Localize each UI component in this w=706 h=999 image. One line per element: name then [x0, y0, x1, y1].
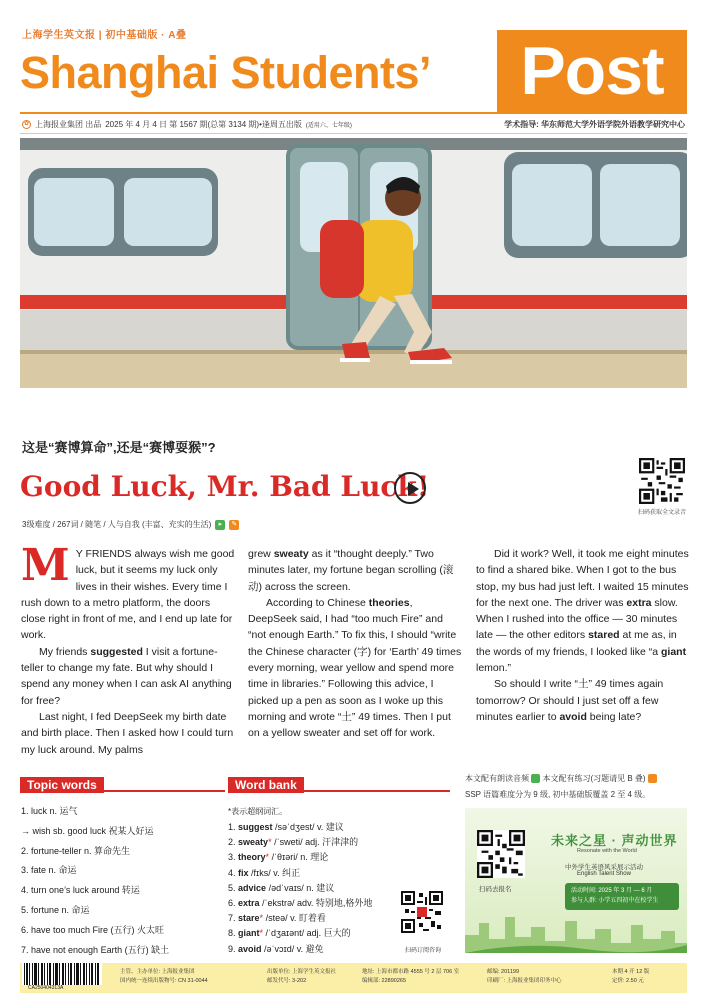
list-item: 1. luck n. 运气	[21, 806, 78, 816]
article-column-3	[476, 546, 690, 725]
ad-subtitle: Resonate with the World	[577, 848, 637, 854]
list-item: 2. sweaty* /ˈsweti/ adj. 汗津津的	[228, 837, 359, 848]
footer-publisher-block: 出版单位: 上海学生英文报社 邮发代号: 3-202	[267, 969, 337, 984]
word-bank-header: Word bank	[228, 776, 450, 792]
train-illustration	[20, 138, 687, 388]
list-item: 4. turn one’s luck around 转运	[21, 885, 140, 896]
article-column-2	[248, 546, 462, 742]
footer-bar	[20, 963, 687, 993]
list-item: 8. giant* /ˈdʒaɪənt/ adj. 巨大的	[228, 928, 351, 939]
list-item: 4. fix /fɪks/ v. 纠正	[228, 867, 301, 878]
topic-words-header: Topic words	[20, 776, 225, 792]
paragraph: grew sweaty as it “thought deeply.” Two minutes later, my fortune began scrolling (滚动) across the screen.	[248, 548, 454, 593]
list-item: → wish sb. good luck 祝某人好运	[21, 825, 154, 836]
paragraph: My friends suggested I visit a fortune-teller to change my fate. But why should I spend any money when I can ask AI anything for free?	[21, 645, 232, 707]
issue-info	[22, 119, 352, 130]
masthead-rule	[20, 112, 687, 114]
edition-label: 上海学生英文报 | 初中基础版 · A叠	[22, 30, 187, 41]
ad-event-name: 中外学生英语风采展示活动	[565, 864, 643, 871]
subscribe-qr-caption: 扫码订阅咨询	[404, 948, 441, 954]
ad-event-time: 活动时间: 2025 年 3 月 — 6 月	[571, 888, 653, 894]
notes-line-1: 本文配有朗读音频 本文配有练习(习题请见 B 叠)	[465, 771, 657, 787]
audio-qr-code[interactable]	[639, 458, 685, 504]
issue-date: 2025 年 4 月 4 日 第 1567 期(总第 3134 期)•逢周五出版	[105, 120, 302, 129]
article-meta	[22, 519, 239, 530]
article-column-1	[21, 540, 235, 758]
audio-icon: ▸	[215, 520, 225, 530]
masthead-rule-thin	[20, 133, 687, 134]
issue-date-note: (适用六、七年级)	[305, 123, 352, 129]
footer-address-block: 地址: 上海市都市路 4555 号 2 层 706 室 编辑部: 22890265	[362, 969, 460, 984]
barcode	[22, 963, 102, 985]
audio-qr-caption: 扫码获取全文录音	[637, 510, 686, 516]
list-item: 7. have not enough Earth (五行) 缺土	[21, 944, 170, 955]
barcode-number: CA250404313A	[28, 985, 64, 991]
topic-words-list	[21, 804, 169, 962]
paragraph: Did it work? Well, it took me eight minutes to find a shared bike. When I got to the bus stop, my bus had just left. I waited 15 minutes for the next one. The driver was extra slow. When I rushed into the office — 30 minutes late — the other editors stared at me as, in the words of my friends, I looked like “a giant lemon.”	[476, 548, 689, 675]
metro-runner-illustration	[20, 138, 687, 388]
footer-sponsor-block: 主管、主办单位: 上海报业集团 国内统一连续出版物号: CN 31-0044	[120, 969, 208, 984]
footer-zip-block: 邮编: 201199 印刷厂: 上海报业集团印务中心	[487, 969, 562, 984]
ad-event-participants: 参与人群: 小学五四初中在校学生	[571, 898, 659, 904]
pencil-icon: ✎	[229, 520, 239, 530]
article-question: 这是“赛博算命”,还是“赛博耍猴”?	[22, 440, 216, 455]
ad-title: 未来之星 · 声动世界	[551, 833, 678, 848]
ad-event-details	[565, 883, 679, 910]
list-item: 6. have too much Fire (五行) 火太旺	[21, 924, 165, 935]
signup-qr-caption: 扫码去报名	[479, 886, 512, 893]
word-bank-list	[228, 820, 372, 957]
list-item: 1. suggest /səˈdʒest/ v. 建议	[228, 822, 344, 832]
article-notes	[465, 771, 657, 803]
pencil-icon	[648, 774, 657, 783]
footer-price-block: 本期 4 开 12 版 定价: 2.50 元	[612, 969, 650, 984]
signup-qr-code[interactable]	[477, 830, 525, 878]
list-item: 5. advice /ədˈvaɪs/ n. 建议	[228, 882, 335, 893]
list-item: 3. theory* /ˈθɪəri/ n. 理论	[228, 852, 329, 863]
article-headline: Good Luck, Mr. Bad Luck!	[20, 470, 430, 503]
word-bank-note: *表示超纲词汇。	[228, 807, 288, 816]
notes-line-2: SSP 语篇难度分为 9 级, 初中基础版覆盖 2 至 4 级。	[465, 790, 651, 799]
list-item: 9. avoid /əˈvɔɪd/ v. 避免	[228, 943, 324, 954]
paragraph: Last night, I fed DeepSeek my birth date and birth place. Then I asked how I could turn my luck around. My palms	[21, 710, 234, 756]
paragraph: According to Chinese theories, DeepSeek said, I had “too much Fire” and “not enough Earth.” To fix this, I should “write the Chinese character (字) for ‘Earth’ 49 times every morning, wear yellow and spend more time in libraries.” Following this advice, I picked up a pen as soon as I woke up this morning and wrote “土” 49 times. Then I put on a yellow sweater and set off for work.	[248, 596, 462, 740]
publisher: 上海报业集团 出品	[35, 120, 102, 129]
paragraph: So should I write “土” 49 times again tomorrow? Or should I just set off a few minutes earlier to avoid being late?	[476, 678, 664, 723]
paragraph: M Y FRIENDS always wish me good luck, but it seems my luck only lives in their wishes. Every time I rush down to a metro platform, the doors close right in front of me, and I end up late for work.	[21, 540, 235, 642]
list-item: 3. fate n. 命运	[21, 865, 77, 876]
academic-advisor: 学术指导: 华东师范大学外语学院外语教学研究中心	[504, 120, 685, 129]
newspaper-title: Shanghai Students’	[20, 47, 432, 98]
talent-show-ad[interactable]	[465, 808, 687, 953]
publisher-logo-icon: ✿	[23, 121, 30, 127]
subscribe-qr-code[interactable]	[401, 891, 443, 933]
list-item: 5. fortune n. 命运	[21, 904, 90, 915]
newspaper-title-post: Post	[497, 30, 687, 112]
dropcap: M	[21, 540, 70, 591]
difficulty-info: 3级难度 / 267词 / 随笔 / 人与自我 (丰富、充实的生活)	[22, 520, 212, 529]
list-item: 6. extra /ˈekstrə/ adv. 特别地,格外地	[228, 897, 373, 908]
audio-icon	[531, 774, 540, 783]
ad-event-name-en: English Talent Show	[577, 871, 631, 877]
list-item: 2. fortune-teller n. 算命先生	[21, 845, 131, 856]
city-skyline-illustration	[465, 913, 687, 953]
play-audio-button[interactable]	[394, 472, 426, 504]
list-item: 7. stare* /steə/ v. 盯着看	[228, 913, 326, 924]
